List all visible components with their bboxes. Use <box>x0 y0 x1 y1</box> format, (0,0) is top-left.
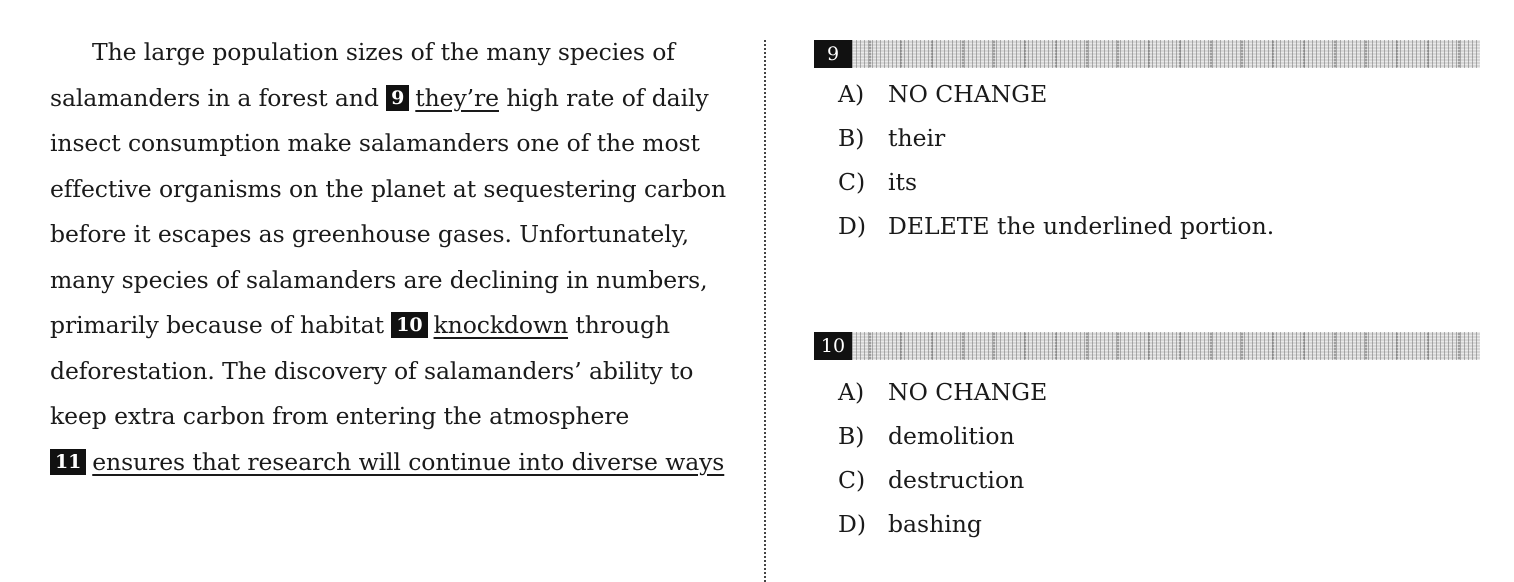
passage-line-10 <box>50 440 730 486</box>
passage-line-1: The large population sizes of the many species of <box>92 38 675 66</box>
answer-option-10c[interactable]: C) destruction <box>838 466 1025 494</box>
answer-option-9b[interactable]: B) their <box>838 124 946 152</box>
answer-option-10d[interactable]: D) bashing <box>838 510 982 538</box>
question-header-9 <box>814 40 1480 68</box>
question-marker-11[interactable]: 11 <box>50 449 86 475</box>
answer-option-9c[interactable]: C) its <box>838 168 918 196</box>
passage-line-3: insect consumption make salamanders one of the most <box>50 129 700 157</box>
question-marker-10[interactable]: 10 <box>391 312 427 338</box>
answer-option-10a[interactable]: A) NO CHANGE <box>838 378 1048 406</box>
underlined-portion-10[interactable]: knockdown <box>433 311 569 339</box>
passage-line-5: before it escapes as greenhouse gases. Unfortunately, <box>50 220 690 248</box>
passage-line-7: primarily because of habitat 10 knockdown through <box>50 311 670 339</box>
answer-options-9 <box>814 72 1480 248</box>
header-pattern-bar <box>852 332 1480 360</box>
question-marker-9[interactable]: 9 <box>386 85 409 111</box>
question-header-10 <box>814 332 1480 360</box>
answer-option-10b[interactable]: B) demolition <box>838 422 1015 450</box>
passage-text <box>50 30 730 485</box>
column-divider <box>764 40 766 582</box>
answer-options-10 <box>814 370 1480 546</box>
answer-option-9a[interactable]: A) NO CHANGE <box>838 80 1048 108</box>
passage-line-6: many species of salamanders are declining in numbers, <box>50 265 708 294</box>
answer-option-9d[interactable]: D) DELETE the underlined portion. <box>838 212 1275 240</box>
underlined-portion-11[interactable]: ensures that research will continue into diverse ways <box>92 447 725 476</box>
passage-line-2: salamanders in a forest and 9 they’re high rate of daily <box>50 83 709 112</box>
header-pattern-bar <box>852 40 1480 68</box>
passage-line-9: keep extra carbon from entering the atmosphere <box>50 402 630 430</box>
question-number-9: 9 <box>814 40 852 68</box>
passage-line-4: effective organisms on the planet at sequestering carbon <box>50 174 727 203</box>
question-number-10: 10 <box>814 332 852 360</box>
question-9 <box>814 40 1480 248</box>
question-10 <box>814 332 1480 546</box>
passage-line-8: deforestation. The discovery of salamanders’ ability to <box>50 356 694 385</box>
underlined-portion-9[interactable]: they’re <box>415 83 499 112</box>
